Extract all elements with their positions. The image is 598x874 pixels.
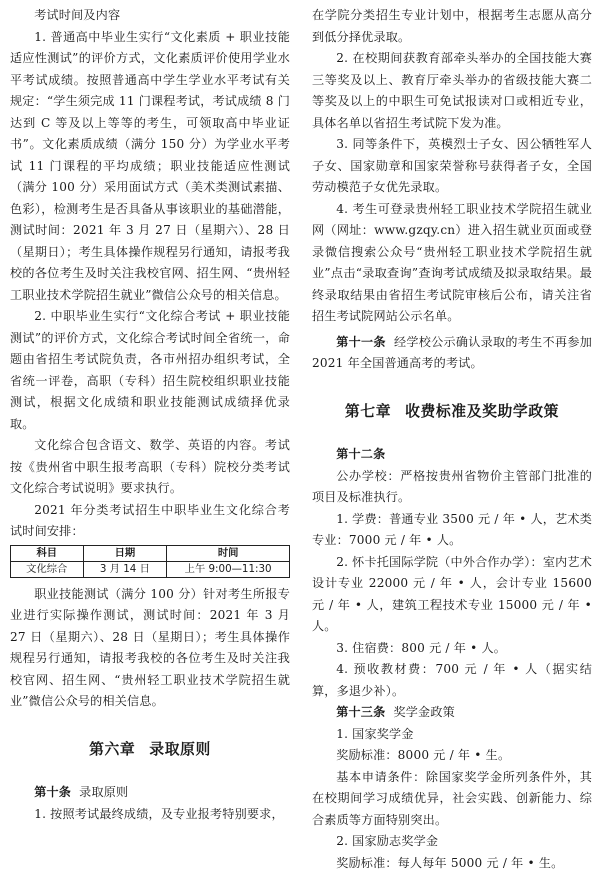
paragraph-tuition: 1. 学费：普通专业 3500 元 / 年 • 人，艺术类专业：7000 元 / 年 • 人。 <box>312 509 592 552</box>
paragraph-conditions: 基本申请条件：除国家奖学金所列条件外，其在校期间学习成绩优异，社会实践、创新能力、综合素质等方面特别突出。 <box>312 767 592 832</box>
table-header-cell: 科目 <box>11 545 84 561</box>
article-number: 第十二条 <box>312 444 592 466</box>
paragraph-high-school-evaluation: 1. 普通高中毕业生实行“文化素质 + 职业技能适应性测试”的评价方式，文化素质评价使用学业水平考试成绩。按照普通高中学生学业水平考试有关规定：“学生须完成 11 门课程考试，考试成绩 8 门达到 C 等及以上等等的考生，可领取高中毕业证书”。文化素质成绩（满分 150 分）为学业水平考试 11 门课程的平均成绩；职业技能适应性测试（满分 100 分）采用面试方式（美术类测试素描、色彩），检测考生是否具备从事该职业的基础潜能，测试时间：2021 年 3 月 27 日（星期六）、28 日（星期日）；考生具体操作规程另行通知，请报考我校的各位考生及时关注我校官网、招生网、“贵州轻工职业技术学院招生就业”微信公众号的相关信息。 <box>10 27 290 307</box>
table-cell: 3 月 14 日 <box>83 561 167 577</box>
table-header-cell: 日期 <box>83 545 167 561</box>
paragraph-admission-2: 2. 在校期间获教育部牵头举办的全国技能大赛三等奖及以上、教育厅牵头举办的省级技能大赛二等奖及以上的中职生可免试报读对口或相近专业，具体名单以省招生考试院下发为准。 <box>312 48 592 134</box>
paragraph-admission-1-cont: 在学院分类招生专业计划中，根据考生志愿从高分到低分择优录取。 <box>312 5 592 48</box>
exam-schedule-table <box>10 545 290 578</box>
paragraph-admission-3: 3. 同等条件下，英模烈士子女、因公牺牲军人子女、国家勋章和国家荣誉称号获得者子女，全国劳动模范子女优先录取。 <box>312 134 592 199</box>
section-subheading: 考试时间及内容 <box>10 5 290 27</box>
chapter-title: 录取原则 <box>149 741 211 758</box>
paragraph-admission-4: 4. 考生可登录贵州轻工职业技术学院招生就业网（网址：www.gzqy.cn）进入招生就业页面或登录微信搜索公众号“贵州轻工职业技术学院招生就业”点击“录取查询”查询考试成绩及拟录取结果。最终录取结果由省招生考试院审核后公布，请关注省招生考试院网站公示名单。 <box>312 199 592 328</box>
table-header-cell: 时间 <box>167 545 290 561</box>
table-cell: 文化综合 <box>11 561 84 577</box>
chapter-heading <box>10 739 290 761</box>
paragraph-accommodation: 3. 住宿费：800 元 / 年 • 人。 <box>312 638 592 660</box>
table-row <box>11 561 290 577</box>
article-title: 奖学金政策 <box>393 705 454 719</box>
article-heading <box>312 702 592 724</box>
chapter-title: 收费标准及奖助学政策 <box>405 403 559 420</box>
paragraph-encouragement-scholarship: 2. 国家励志奖学金 <box>312 831 592 853</box>
table-cell: 上午 9:00—11:30 <box>167 561 290 577</box>
article-number: 第十三条 <box>336 705 385 719</box>
paragraph-vocational-evaluation: 2. 中职毕业生实行“文化综合考试 + 职业技能测试”的评价方式，文化综合考试时间全省统一，命题由省招生考试院负责，各市州招办组织考试，全省统一评卷，高职（专科）招生院校组织职业技能测试，根据文化成绩和职业技能测试成绩择优录取。 <box>10 306 290 435</box>
paragraph-comprehensive-content: 文化综合包含语文、数学、英语的内容。考试按《贵州省中职生报考高职（专科）院校分类考试文化综合考试说明》要求执行。 <box>10 435 290 500</box>
paragraph-national-scholarship: 1. 国家奖学金 <box>312 724 592 746</box>
paragraph-award-standard: 奖励标准：8000 元 / 年 • 生。 <box>312 745 592 767</box>
paragraph-award-standard-2: 奖励标准：每人每年 5000 元 / 年 • 生。 <box>312 853 592 874</box>
article-heading <box>10 782 290 804</box>
right-column <box>312 5 592 874</box>
left-column <box>10 5 290 825</box>
paragraph-skills-test: 职业技能测试（满分 100 分）针对考生所报专业进行实际操作测试，测试时间：2021 年 3 月 27 日（星期六）、28 日（星期日）；考生具体操作规程另行通知，请报考我校的各位考生及时关注我校官网、招生网、“贵州轻工职业技术学院招生就业”微信公众号的相关信息。 <box>10 584 290 713</box>
paragraph-fees-intro: 公办学校：严格按贵州省物价主管部门批准的项目及标准执行。 <box>312 466 592 509</box>
article-number: 第十条 <box>34 785 71 799</box>
article-title: 录取原则 <box>79 785 128 799</box>
paragraph-admission-1: 1. 按照考试最终成绩，及专业报考特别要求， <box>10 804 290 826</box>
paragraph-schedule-intro: 2021 年分类考试招生中职毕业生文化综合考试时间安排： <box>10 500 290 543</box>
paragraph-textbook-fee: 4. 预收教材费：700 元 / 年 • 人（据实结算，多退少补）。 <box>312 659 592 702</box>
chapter-heading <box>312 401 592 423</box>
article-number: 第十一条 <box>336 335 386 349</box>
article-11 <box>312 332 592 375</box>
paragraph-waikato-fees: 2. 怀卡托国际学院（中外合作办学）：室内艺术设计专业 22000 元 / 年 • 人，会计专业 15600 元 / 年 • 人，建筑工程技术专业 15000 元 / 年 • 人。 <box>312 552 592 638</box>
article-text: 经学校公示确认录取的考生不再参加 2021 年全国普通高考的考试。 <box>312 335 592 371</box>
chapter-number: 第六章 <box>89 741 135 758</box>
chapter-number: 第七章 <box>345 403 391 420</box>
table-header-row <box>11 545 290 561</box>
